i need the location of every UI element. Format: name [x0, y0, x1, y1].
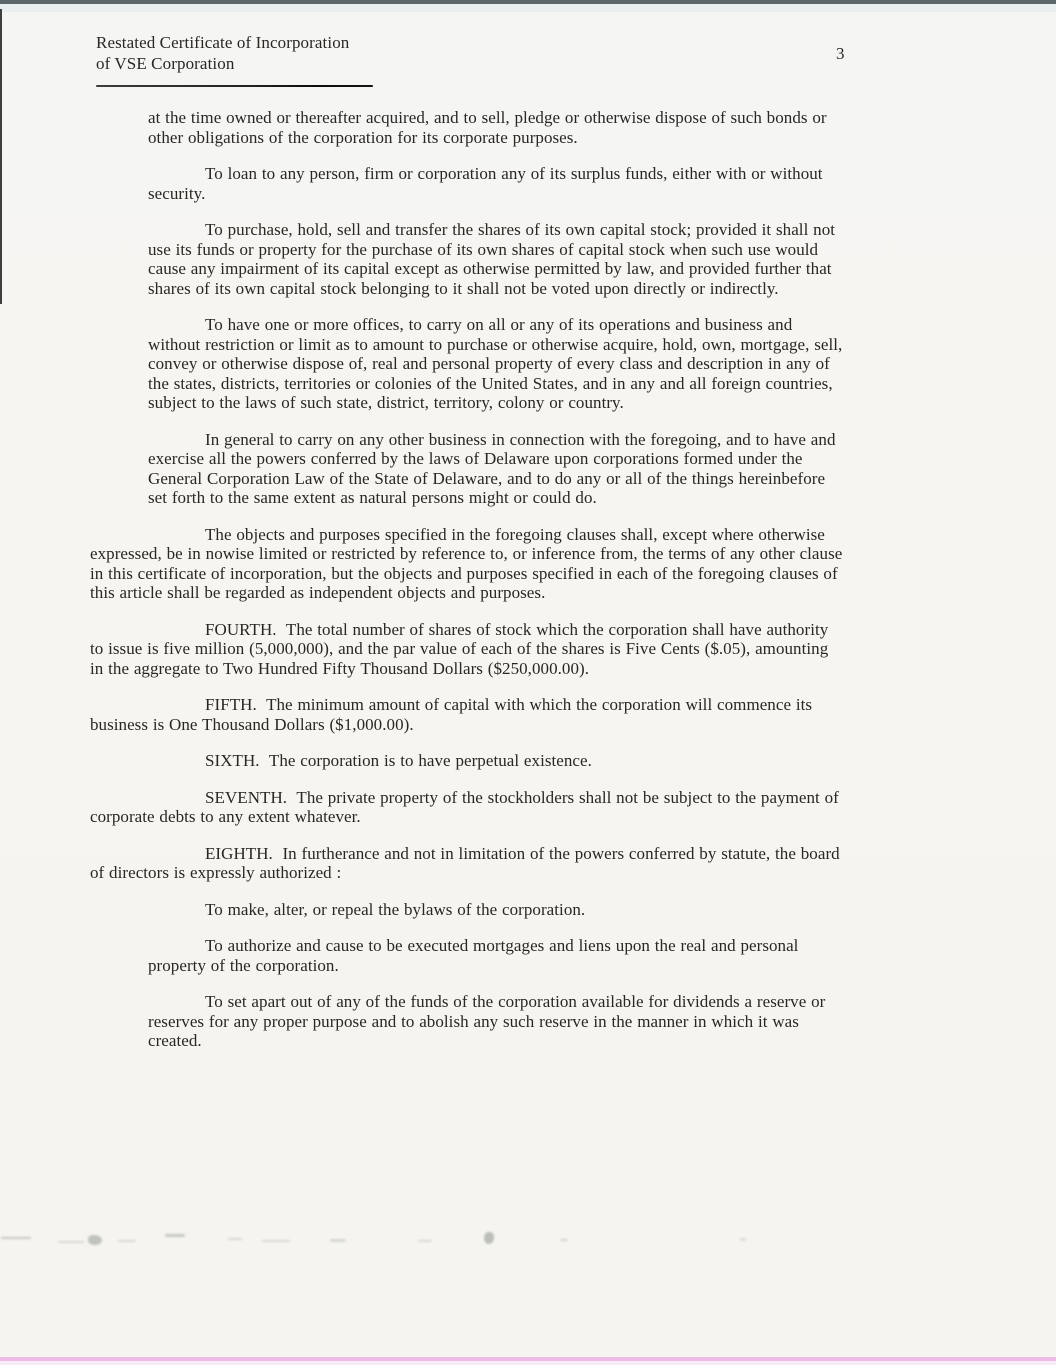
document-body: [90, 108, 848, 1068]
page-number: 3: [836, 44, 845, 63]
article-fourth: FOURTH. The total number of shares of stock which the corporation shall have authority to issue is five million (5,000,000), and the par value of each of the shares is Five Cents ($.05), amounting in the aggregate to Two Hundred Fifty Thousand Dollars ($250,000.00).: [90, 619, 834, 678]
scan-speck: [118, 1240, 136, 1242]
scan-speck: [1, 1237, 31, 1239]
scan-left-edge: [0, 9, 2, 304]
scan-speck: [262, 1240, 290, 1242]
scan-speck: [88, 1235, 102, 1245]
scan-speck: [484, 1232, 494, 1244]
scan-bottom-edge-light: [0, 1361, 1056, 1365]
bylaw-dividend-reserves: To set apart out of any of the funds of the corporation available for dividends a reserve or reserves for any proper purpose and to abolish any such reserve in the manner in which it was created.: [148, 992, 831, 1050]
scan-speck: [740, 1238, 746, 1241]
page-header: [96, 32, 349, 74]
clause-loan-funds: To loan to any person, firm or corporation any of its surplus funds, either with or without security.: [148, 164, 828, 203]
article-sixth: SIXTH. The corporation is to have perpetual existence.: [205, 751, 592, 770]
document-title-line-1: Restated Certificate of Incorporation: [96, 33, 350, 52]
scan-speck: [228, 1238, 242, 1240]
clause-offices-property: To have one or more offices, to carry on all or any of its operations and business and without restriction or limit as to amount to purchase or otherwise acquire, hold, own, mortgage, sell, convey or otherwise dispose of, real and personal property of every class and description in any of the states, districts, territories or colonies of the United States, and in any and all foreign countries, subject to the laws of such state, district, territory, colony or country.: [148, 315, 848, 412]
scan-speck: [330, 1239, 346, 1242]
article-seventh: SEVENTH. The private property of the stockholders shall not be subject to the payment of corporate debts to any extent whatever.: [90, 787, 844, 826]
article-eighth: EIGHTH. In furtherance and not in limitation of the powers conferred by statute, the board of directors is expressly authorized :: [90, 843, 845, 882]
article-fifth: FIFTH. The minimum amount of capital with which the corporation will commence its business is One Thousand Dollars ($1,000.00).: [90, 695, 817, 734]
scan-speck: [165, 1234, 185, 1237]
bylaw-make-alter-repeal: To make, alter, or repeal the bylaws of the corporation.: [205, 899, 586, 919]
scan-speck: [418, 1240, 432, 1242]
scan-noise: [0, 1231, 1056, 1253]
continuation-paragraph: at the time owned or thereafter acquired, and to sell, pledge or otherwise dispose of such bonds or other obligations of the corporation for its corporate purposes.: [148, 108, 832, 147]
clause-objects-and-purposes: The objects and purposes specified in the foregoing clauses shall, except where otherwise expressed, be in nowise limited or restricted by reference to, or inference from, the terms of any other clause in this certificate of incorporation, but the objects and purposes specified in each of the foregoing clauses of this article shall be regarded as independent objects and purposes.: [90, 524, 848, 602]
document-title-line-2: of VSE Corporation: [96, 54, 235, 73]
header-rule: [96, 85, 373, 87]
scan-speck: [560, 1239, 568, 1241]
scan-top-edge-light: [0, 4, 1056, 12]
clause-purchase-own-stock: To purchase, hold, sell and transfer the shares of its own capital stock; provided it shall not use its funds or property for the purchase of its own shares of capital stock when such use would cause any impairment of its capital except as otherwise permitted by law, and provided further that shares of its own capital stock belonging to it shall not be voted upon directly or indirectly.: [148, 220, 840, 298]
clause-general-business: In general to carry on any other business in connection with the foregoing, and to have and exercise all the powers conferred by the laws of Delaware upon corporations formed under the General Corporation Law of the State of Delaware, and to do any or all of the things hereinbefore set forth to the same extent as natural persons might or could do.: [148, 429, 841, 507]
bylaw-mortgages-liens: To authorize and cause to be executed mortgages and liens upon the real and personal property of the corporation.: [148, 936, 804, 975]
scan-speck: [58, 1241, 84, 1243]
